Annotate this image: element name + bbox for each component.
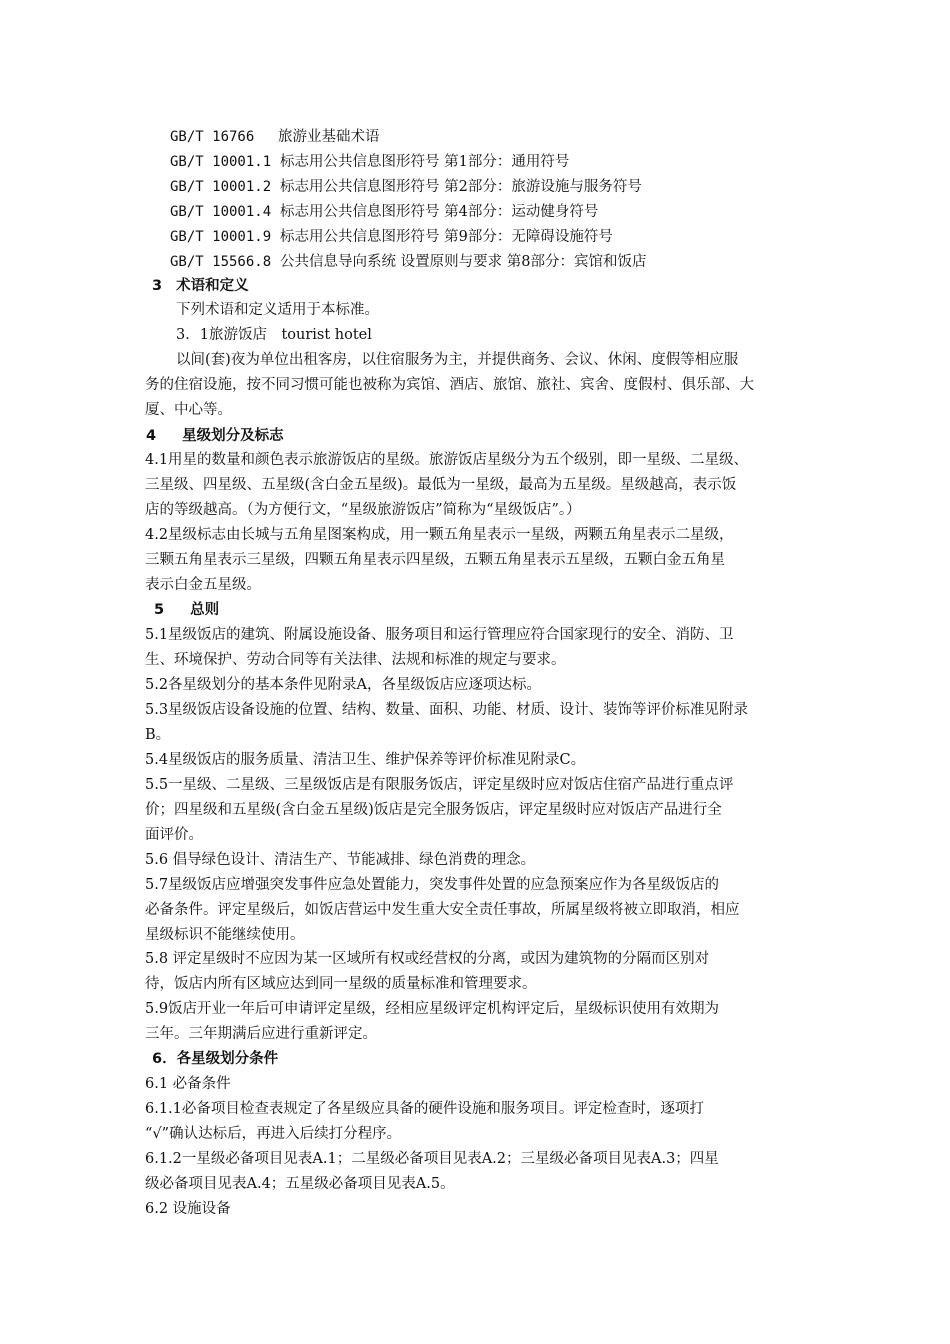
clause-5-9-line: 三年。三年期满后应进行重新评定。 (145, 1026, 377, 1042)
clause-5-8-line: 待，饭店内所有区域应达到同一星级的质量标准和管理要求。 (145, 976, 537, 992)
clause-5-7-line: 必备条件。评定星级后，如饭店营运中发生重大安全责任事故，所属星级将被立即取消，相应 (145, 902, 740, 918)
clause-4-2-line: 4.2星级标志由长城与五角星图案构成，用一颗五角星表示一星级，两颗五角星表示二星级， (145, 527, 734, 543)
clause-5-7-line: 5.7星级饭店应增强突发事件应急处置能力，突发事件处置的应急预案应作为各星级饭店的 (145, 877, 720, 893)
clause-5-6-line: 5.6 倡导绿色设计、清洁生产、节能减排、绿色消费的理念。 (145, 852, 536, 868)
reference-item (170, 126, 380, 148)
reference-item (170, 176, 642, 198)
clause-5-4-line: 5.4星级饭店的服务质量、清洁卫生、维护保养等评价标准见附录C。 (145, 752, 586, 768)
clause-6-1-2-line: 级必备项目见表A.4；五星级必备项目见表A.5。 (145, 1176, 455, 1192)
section-number: 3 (152, 278, 163, 294)
reference-item (170, 151, 569, 173)
section-3-heading (152, 275, 249, 297)
section-title: 星级划分及标志 (182, 428, 284, 444)
term-3-1: 3．1旅游饭店 tourist hotel (176, 327, 372, 343)
clause-5-3-line: 5.3星级饭店设备设施的位置、结构、数量、面积、功能、材质、设计、装饰等评价标准见附录 (145, 702, 749, 718)
clause-4-1-line: 店的等级越高。（为方便行文，“星级旅游饭店”简称为“星级饭店”。） (145, 502, 581, 518)
clause-5-5-line: 价；四星级和五星级(含白金五星级)饭店是完全服务饭店，评定星级时应对饭店产品进行全 (145, 802, 722, 818)
reference-code: GB/T 10001.1 (170, 154, 272, 170)
reference-title: 标志用公共信息图形符号 第1部分：通用符号 (280, 154, 570, 170)
term-definition-line: 厦、中心等。 (145, 402, 232, 418)
reference-code: GB/T 15566.8 (170, 254, 272, 270)
clause-5-3-line: B。 (145, 727, 171, 743)
reference-title: 旅游业基础术语 (278, 129, 380, 145)
clause-5-8-line: 5.8 评定星级时不应因为某一区域所有权或经营权的分离，或因为建筑物的分隔而区别对 (145, 951, 710, 967)
reference-code: GB/T 16766 (170, 129, 255, 145)
reference-title: 标志用公共信息图形符号 第2部分：旅游设施与服务符号 (280, 179, 642, 195)
section-number: 4 (146, 428, 157, 444)
section-title: 总则 (190, 602, 220, 618)
clause-4-1-line: 4.1用星的数量和颜色表示旅游饭店的星级。旅游饭店星级分为五个级别，即一星级、二星级、 (145, 452, 749, 468)
section-5-heading (154, 599, 219, 621)
reference-title: 标志用公共信息图形符号 第9部分：无障碍设施符号 (280, 229, 613, 245)
section-3-intro: 下列术语和定义适用于本标准。 (176, 302, 379, 318)
clause-6-1-2-line: 6.1.2一星级必备项目见表A.1；二星级必备项目见表A.2；三星级必备项目见表A.3；四星 (145, 1151, 719, 1167)
section-6-heading: 6．各星级划分条件 (152, 1051, 279, 1067)
reference-title: 标志用公共信息图形符号 第4部分：运动健身符号 (280, 204, 599, 220)
clause-5-7-line: 星级标识不能继续使用。 (145, 927, 305, 943)
clause-6-1-1-line: “√”确认达标后，再进入后续打分程序。 (145, 1126, 402, 1142)
clause-5-1-line: 生、环境保护、劳动合同等有关法律、法规和标准的规定与要求。 (145, 652, 566, 668)
clause-5-1-line: 5.1星级饭店的建筑、附属设施设备、服务项目和运行管理应符合国家现行的安全、消防、卫 (145, 627, 734, 643)
clause-6-1-heading: 6.1 必备条件 (145, 1076, 231, 1092)
clause-5-5-line: 面评价。 (145, 827, 203, 843)
clause-5-9-line: 5.9饭店开业一年后可申请评定星级，经相应星级评定机构评定后，星级标识使用有效期为 (145, 1001, 720, 1017)
reference-code: GB/T 10001.2 (170, 179, 272, 195)
clause-5-2-line: 5.2各星级划分的基本条件见附录A，各星级饭店应逐项达标。 (145, 677, 542, 693)
clause-6-1-1-line: 6.1.1必备项目检查表规定了各星级应具备的硬件设施和服务项目。评定检查时，逐项打 (145, 1101, 704, 1117)
reference-item (170, 226, 613, 248)
reference-title: 公共信息导向系统 设置原则与要求 第8部分：宾馆和饭店 (280, 254, 647, 270)
section-number: 5 (154, 602, 165, 618)
clause-4-1-line: 三星级、四星级、五星级(含白金五星级)。最低为一星级，最高为五星级。星级越高，表示饭 (145, 477, 737, 493)
clause-4-2-line: 表示白金五星级。 (145, 577, 261, 593)
section-4-heading (146, 425, 284, 447)
section-title: 术语和定义 (176, 278, 249, 294)
reference-code: GB/T 10001.4 (170, 204, 272, 220)
clause-6-2-heading: 6.2 设施设备 (145, 1201, 231, 1217)
reference-item (170, 251, 646, 273)
term-definition-line: 务的住宿设施，按不同习惯可能也被称为宾馆、酒店、旅馆、旅社、宾舍、度假村、俱乐部、大 (145, 377, 754, 393)
term-definition-line: 以间(套)夜为单位出租客房，以住宿服务为主，并提供商务、会议、休闲、度假等相应服 (176, 352, 739, 368)
clause-5-5-line: 5.5一星级、二星级、三星级饭店是有限服务饭店，评定星级时应对饭店住宿产品进行重点评 (145, 777, 734, 793)
reference-code: GB/T 10001.9 (170, 229, 272, 245)
clause-4-2-line: 三颗五角星表示三星级，四颗五角星表示四星级，五颗五角星表示五星级，五颗白金五角星 (145, 552, 725, 568)
reference-item (170, 201, 598, 223)
